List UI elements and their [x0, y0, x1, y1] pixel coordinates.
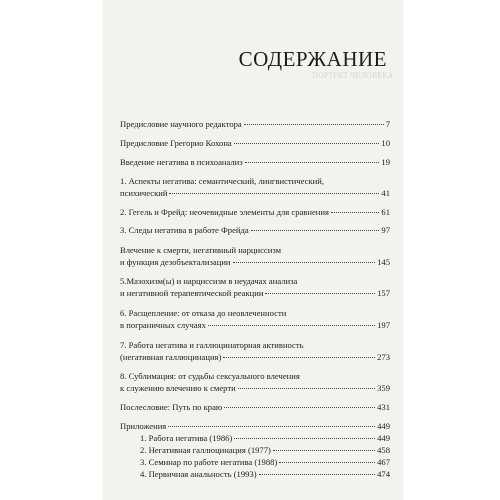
- dot-leader: [251, 230, 380, 231]
- dot-leader: [331, 212, 379, 213]
- toc-line: [120, 118, 390, 130]
- dot-leader: [168, 426, 375, 427]
- page-number: 474: [377, 469, 390, 479]
- toc-line: [120, 244, 390, 256]
- toc-line: [120, 339, 390, 351]
- dot-leader: [234, 438, 375, 439]
- toc-entry-title: Влечение к смерти, негативный нарциссизм: [120, 245, 282, 255]
- page-number: 61: [381, 207, 390, 217]
- toc-entry-title: 6. Расщепление: от отказа до неовлеченности: [120, 308, 287, 318]
- page-number: 273: [377, 352, 390, 362]
- toc-entry-title: 3. Семинар по работе негатива (1988): [140, 457, 278, 467]
- dot-leader: [273, 450, 375, 451]
- dot-leader: [234, 143, 380, 144]
- dot-leader: [223, 357, 375, 358]
- toc-line: [120, 137, 390, 149]
- toc-line: [120, 224, 390, 236]
- page-number: 449: [377, 421, 390, 431]
- toc-entry-title: и функция дезобъектализации: [120, 257, 231, 267]
- toc-entry-title: к служению влечению к смерти: [120, 383, 236, 393]
- toc-entry-title: психический: [120, 188, 168, 198]
- toc-entry: [120, 401, 390, 413]
- page-number: 449: [377, 433, 390, 443]
- page-number: 197: [377, 320, 390, 330]
- page-number: 359: [377, 383, 390, 393]
- page-number: 157: [377, 288, 390, 298]
- dot-leader: [208, 325, 375, 326]
- toc-line: [120, 256, 390, 268]
- dot-leader: [238, 388, 375, 389]
- toc-entry-title: 8. Сублимация: от судьбы сексуального влечения: [120, 371, 300, 381]
- page-number: 467: [377, 457, 390, 467]
- dot-leader: [233, 262, 376, 263]
- toc-line: [120, 370, 390, 382]
- toc-line: [120, 287, 390, 299]
- toc-subentry: [120, 456, 390, 468]
- toc-entry: [120, 175, 390, 199]
- toc-entry: [120, 224, 390, 236]
- toc-subentry: [120, 444, 390, 456]
- toc-entry: [120, 307, 390, 331]
- toc-line: [120, 351, 390, 363]
- toc-entry-title: 2. Негативная галлюцинация (1977): [140, 445, 271, 455]
- toc-entry: [120, 370, 390, 394]
- toc-entry-title: 2. Гегель и Фрейд: неочевидные элементы для сравнения: [120, 207, 329, 217]
- dot-leader: [279, 462, 375, 463]
- toc-entry: [120, 339, 390, 363]
- toc-line: [120, 175, 390, 187]
- toc-entry: [120, 137, 390, 149]
- toc-entry-title: Приложения: [120, 421, 167, 431]
- toc-line: [120, 156, 390, 168]
- toc-line: [120, 382, 390, 394]
- book-page: [103, 0, 403, 500]
- dot-leader: [224, 407, 375, 408]
- toc-entry-title: Предисловие Грегорио Кохона: [120, 138, 232, 148]
- toc-entry-title: 5.Мазохизм(ы) и нарциссизм в неудачах анализа: [120, 276, 298, 286]
- toc-entry-title: Предисловие научного редактора: [120, 119, 242, 129]
- table-of-contents: [120, 118, 390, 480]
- toc-subentry: [120, 432, 390, 444]
- page-number: 458: [377, 445, 390, 455]
- toc-entry-title: Послесловие: Путь по краю: [120, 402, 223, 412]
- toc-entry: [120, 156, 390, 168]
- bleed-through-text: ПОРТРЕТ ЧЕЛОВЕКА: [311, 72, 393, 80]
- toc-entry-title: 1. Аспекты негатива: семантический, лингвистический,: [120, 176, 324, 186]
- toc-line: [120, 401, 390, 413]
- page-number: 431: [377, 402, 390, 412]
- toc-entry-title: и негативной терапевтической реакции: [120, 288, 264, 298]
- page-number: 19: [381, 157, 390, 167]
- toc-entry-title: (негативная галлюцинация): [120, 352, 222, 362]
- dot-leader: [265, 293, 375, 294]
- page-number: 41: [381, 188, 390, 198]
- toc-line: [120, 275, 390, 287]
- toc-entry: [120, 275, 390, 299]
- toc-entry: [120, 206, 390, 218]
- toc-entry-title: Введение негатива в психоанализ: [120, 157, 243, 167]
- toc-entry-title: 4. Первичная анальность (1993): [140, 469, 257, 479]
- toc-entry-title: в пограничных случаях: [120, 320, 206, 330]
- toc-entry-title: 3. Следы негатива в работе Фрейда: [120, 225, 249, 235]
- toc-line: [120, 187, 390, 199]
- dot-leader: [259, 474, 376, 475]
- toc-subentry: [120, 468, 390, 480]
- toc-line: [120, 420, 390, 432]
- page-title: СОДЕРЖАНИЕ: [238, 47, 387, 71]
- toc-entry: [120, 118, 390, 130]
- dot-leader: [245, 162, 380, 163]
- page-number: 97: [381, 225, 390, 235]
- page-number: 7: [385, 119, 390, 129]
- dot-leader: [244, 124, 384, 125]
- toc-line: [120, 319, 390, 331]
- page-number: 145: [377, 257, 390, 267]
- toc-entry: [120, 420, 390, 480]
- page-number: 10: [381, 138, 390, 148]
- toc-entry-title: 1. Работа негатива (1986): [140, 433, 233, 443]
- toc-entry-title: 7. Работа негатива и галлюцинаторная активность: [120, 340, 304, 350]
- toc-line: [120, 307, 390, 319]
- toc-line: [120, 206, 390, 218]
- dot-leader: [169, 193, 379, 194]
- toc-entry: [120, 244, 390, 268]
